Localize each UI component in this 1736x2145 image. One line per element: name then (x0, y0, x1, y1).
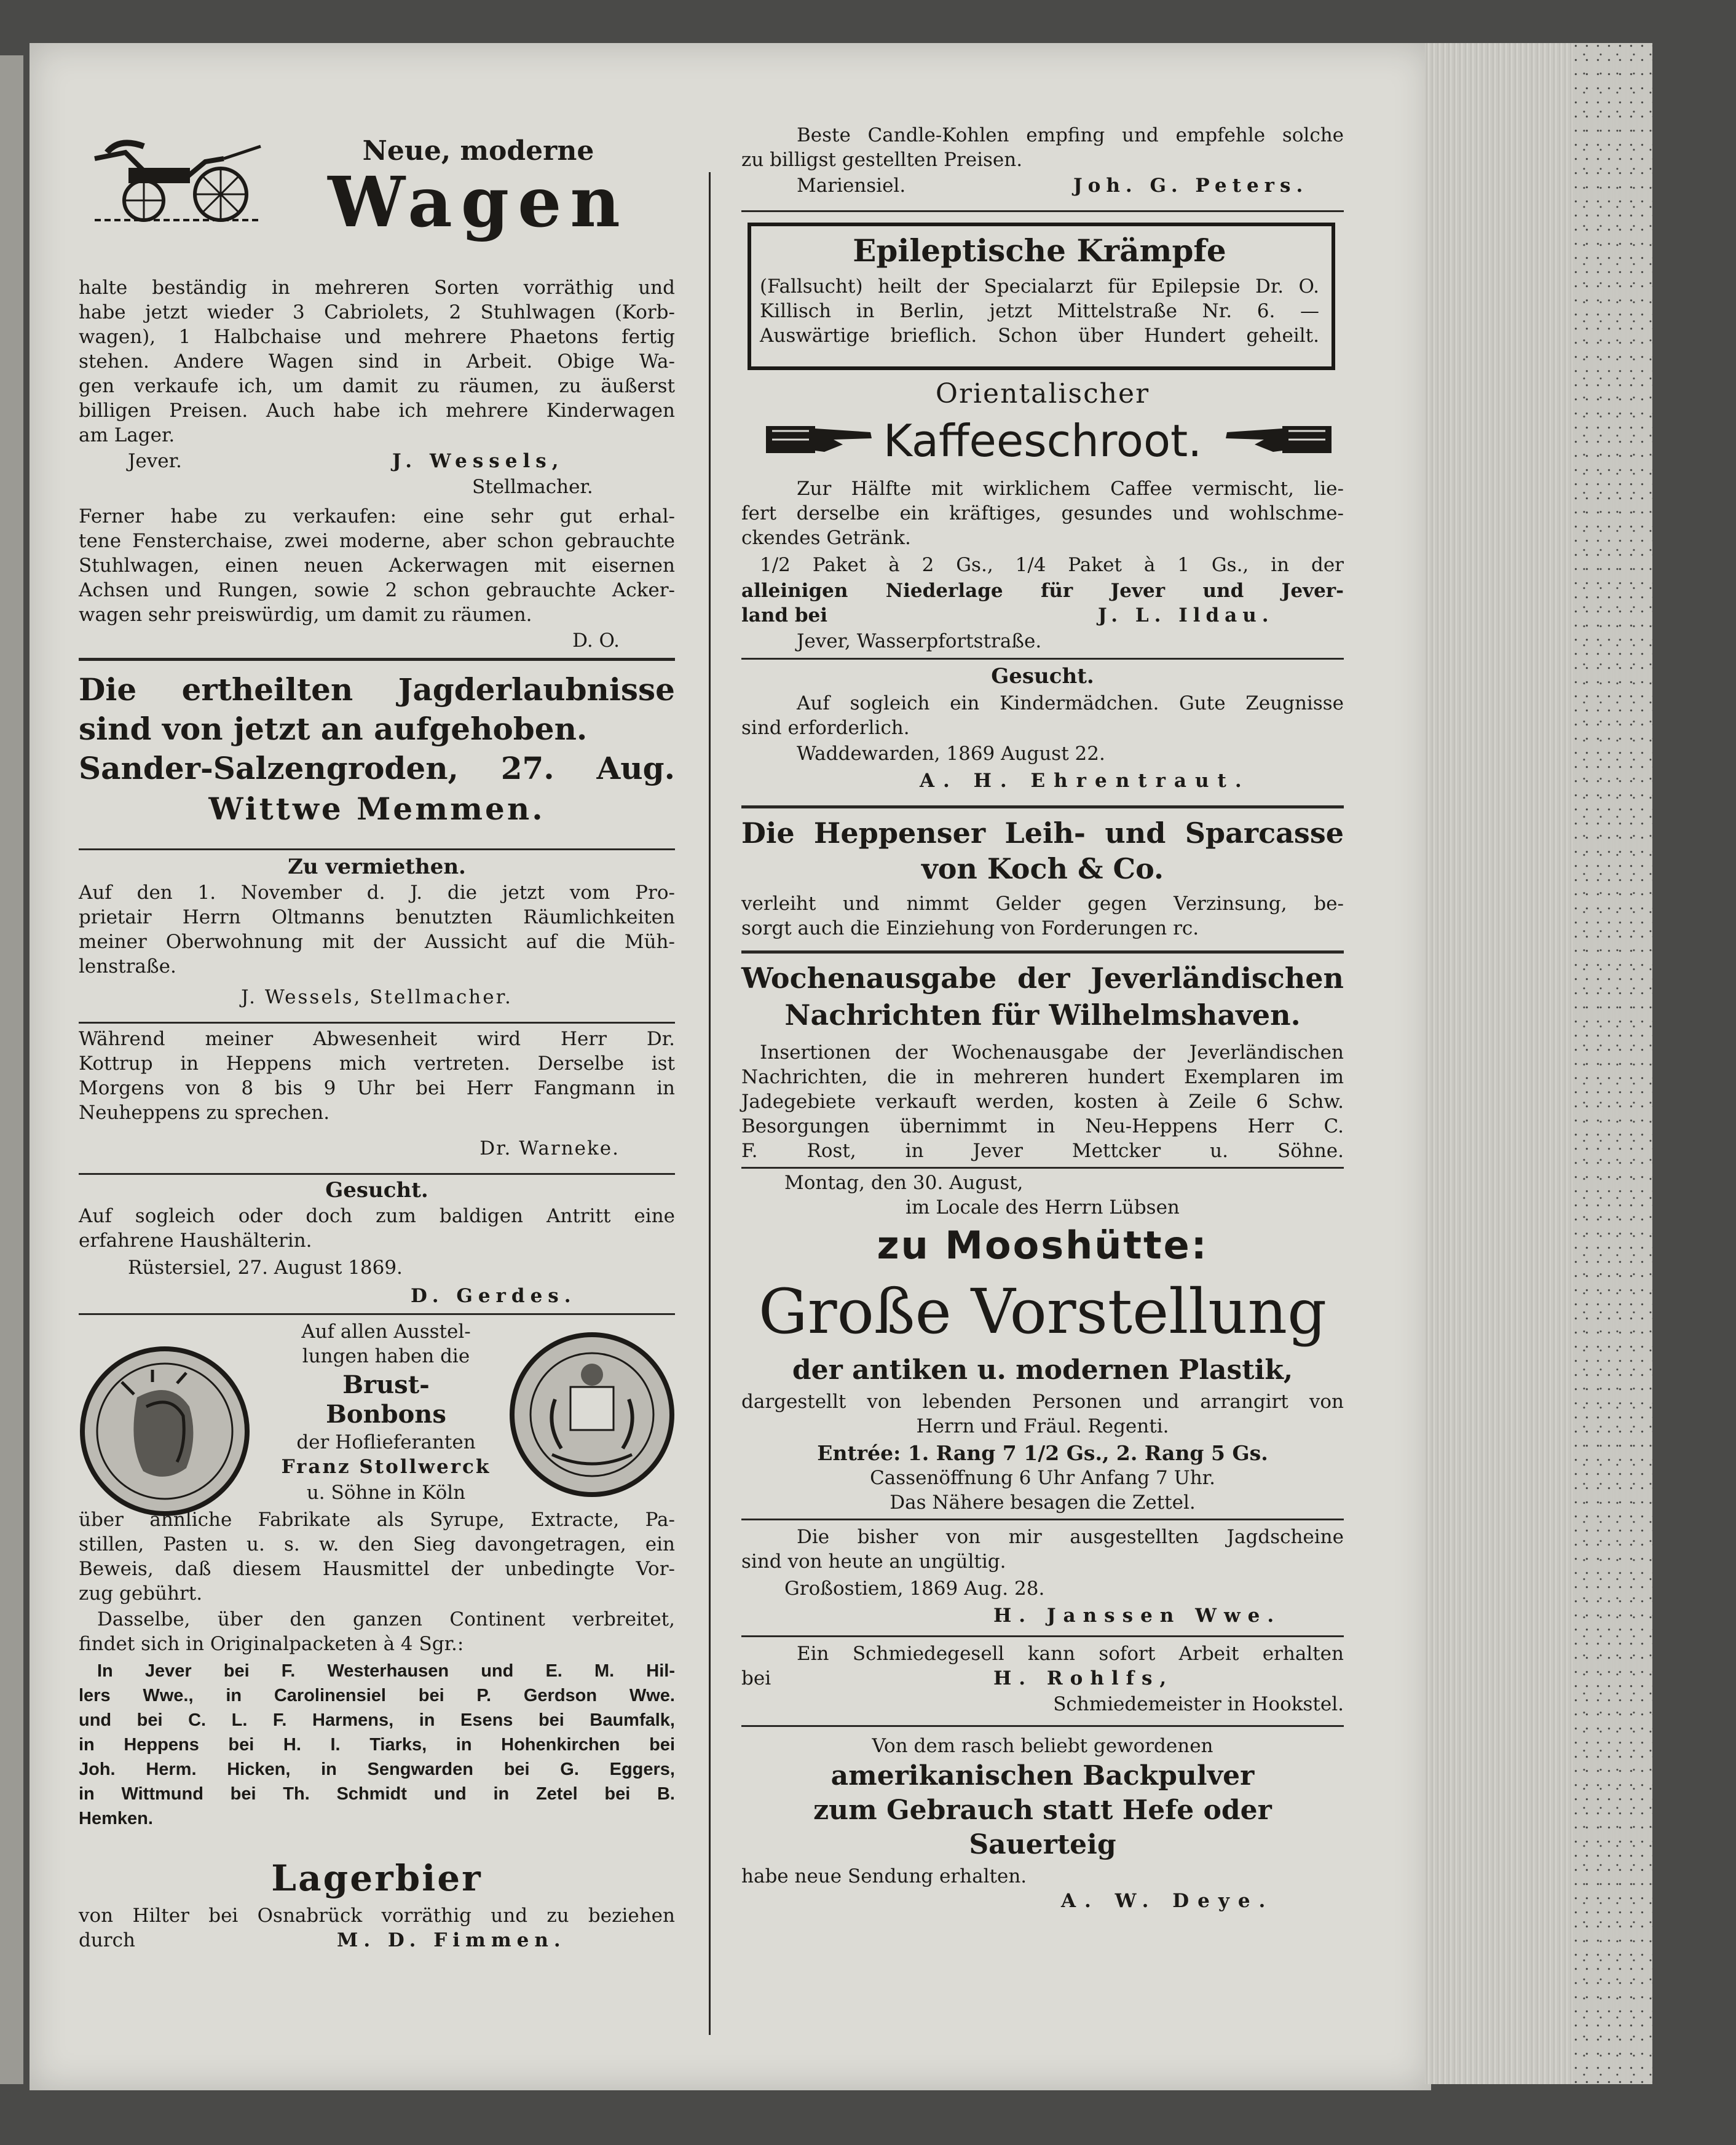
separator (741, 805, 1344, 808)
vermiethen-line: lenstraße. (79, 955, 176, 978)
wochenausgabe-heading1: Wochenausgabe der Jeverländischen (741, 962, 1344, 995)
stollwerck-line: stillen, Pasten u. s. w. den Sieg davongetragen, ein (79, 1533, 675, 1555)
wagen-title-line1: Neue, moderne (362, 135, 594, 167)
abwesenheit-line: Kottrup in Heppens mich vertreten. Derselbe ist (79, 1053, 675, 1075)
stollwerck-maker-line: u. Söhne in Köln (306, 1482, 466, 1504)
stollwerck-line: lers Wwe., in Carolinensiel bei P. Gerdson Wwe. (79, 1686, 675, 1705)
gesucht-line: Auf sogleich oder doch zum baldigen Antritt eine (79, 1205, 675, 1227)
kaffee-price-line3a: land bei (741, 604, 828, 626)
stollwerck-line: zug gebührt. (79, 1582, 203, 1605)
kohlen-line: Beste Candle-Kohlen empfing und empfehle solche (797, 124, 1344, 146)
pointing-hand-right-icon (766, 421, 877, 458)
vorstellung-location: im Locale des Herrn Lübsen (905, 1196, 1180, 1219)
stollwerck-product2: Bonbons (326, 1400, 446, 1429)
separator (741, 1725, 1344, 1727)
stollwerck-line: In Jever bei F. Westerhausen und E. M. Hil- (97, 1661, 675, 1681)
stollwerck-maker-line: Franz Stollwerck (281, 1456, 491, 1478)
wochenausgabe-line: F. Rost, in Jever Mettcker u. Söhne. (741, 1140, 1344, 1162)
vorstellung-title: Große Vorstellung (758, 1276, 1327, 1348)
kohlen-place: Mariensiel. (797, 175, 906, 197)
abwesenheit-signature: Dr. Warneke. (479, 1137, 620, 1159)
separator (741, 950, 1344, 954)
jagd-line2: sind von jetzt an aufgehoben. (79, 711, 588, 747)
vorstellung-place: zu Mooshütte: (877, 1223, 1209, 1268)
gesucht-dateline: Rüstersiel, 27. August 1869. (128, 1257, 403, 1279)
schmied-signature: H. Rohlfs, (993, 1667, 1174, 1689)
vermiethen-signature: J. Wessels, Stellmacher. (241, 986, 513, 1008)
column-divider (709, 172, 711, 2035)
vorstellung-times: Cassenöffnung 6 Uhr Anfang 7 Uhr. (870, 1467, 1215, 1489)
sparcasse-heading2: von Koch & Co. (921, 852, 1164, 885)
backpulver-line5: habe neue Sendung erhalten. (741, 1865, 1027, 1887)
separator (79, 1313, 675, 1315)
previous-page-edge (0, 55, 23, 2084)
jagd-line1: Die ertheilten Jagderlaubnisse (79, 671, 675, 708)
vorstellung-entree: Entrée: 1. Rang 7 1/2 Gs., 2. Rang 5 Gs. (817, 1441, 1268, 1465)
epilepsie-heading: Epileptische Krämpfe (853, 232, 1226, 269)
stollwerck-line: Beweis, daß diesem Hausmittel der unbedingte Vor- (79, 1558, 675, 1580)
schmied-line3: Schmiedemeister in Hookstel. (1053, 1693, 1344, 1715)
vorstellung-note: Das Nähere besagen die Zettel. (890, 1491, 1196, 1514)
jagdscheine-signature: H. Janssen Wwe. (993, 1605, 1282, 1627)
gesucht-line: sind erforderlich. (741, 717, 910, 739)
vermiethen-line: Auf den 1. November d. J. die jetzt vom Pro- (79, 882, 675, 904)
separator (741, 1519, 1344, 1520)
jagdscheine-dateline: Großostiem, 1869 Aug. 28. (784, 1578, 1045, 1600)
wochenausgabe-line: Nachrichten, die in mehreren hundert Exemplaren im (741, 1066, 1344, 1088)
wochenausgabe-line: Jadegebiete verkauft werden, kosten à Zeile 6 Schw. (741, 1091, 1344, 1113)
separator (79, 1022, 675, 1024)
stollwerck-product1: Brust- (342, 1370, 430, 1399)
gesucht-heading: Gesucht. (991, 664, 1094, 689)
wagen-text-line: am Lager. (79, 424, 175, 446)
stollwerck-maker-line: der Hoflieferanten (296, 1431, 476, 1453)
book-page-edges (1425, 43, 1652, 2084)
gesucht-signature: D. Gerdes. (411, 1285, 577, 1307)
epilepsie-line: Auswärtige brieflich. Schon über Hundert geheilt. (760, 325, 1319, 347)
separator (79, 658, 675, 661)
vermiethen-heading: Zu vermiethen. (288, 855, 466, 879)
jagd-line4: Wittwe Memmen. (208, 791, 545, 827)
wagen-text-line: gen verkaufe ich, um damit zu räumen, zu äußerst (79, 375, 675, 397)
wagen-signature: J. Wessels, (392, 450, 564, 472)
kaffee-heading1: Orientalischer (935, 378, 1150, 409)
kaffee-line: ckendes Getränk. (741, 527, 911, 549)
newspaper-page (30, 43, 1431, 2090)
wagen-text-line: halte beständig in mehreren Sorten vorräthig und (79, 277, 675, 299)
separator (741, 1167, 1344, 1169)
jagderlaubnis-notice (79, 670, 675, 855)
schmied-line1: Ein Schmiedegesell kann sofort Arbeit erhalten (797, 1643, 1344, 1665)
epilepsie-line: (Fallsucht) heilt der Specialarzt für Epilepsie Dr. O. (760, 275, 1319, 298)
stollwerck-line: und bei C. L. F. Harmens, in Esens bei Baumfalk, (79, 1710, 675, 1730)
backpulver-line1: Von dem rasch beliebt gewordenen (872, 1735, 1213, 1757)
exposition-medal-image (509, 1332, 675, 1498)
wagen-text-line: billigen Preisen. Auch habe ich mehrere Kinderwagen (79, 400, 675, 422)
separator (741, 658, 1344, 660)
sparcasse-heading1: Die Heppenser Leih- und Sparcasse (741, 816, 1344, 850)
wagen-occupation: Stellmacher. (472, 476, 593, 498)
wagen-text2-line: wagen sehr preiswürdig, um damit zu räumen. (79, 604, 532, 626)
stollwerck-side-line: lungen haben die (302, 1345, 470, 1367)
sparcasse-line: verleiht und nimmt Gelder gegen Verzinsung, be- (741, 893, 1344, 915)
backpulver-signature: A. W. Deye. (1061, 1890, 1274, 1912)
wagen-text-line: wagen), 1 Halbchaise und mehrere Phaetons fertig (79, 326, 675, 348)
gesucht-heading: Gesucht. (325, 1178, 428, 1203)
backpulver-line3: zum Gebrauch statt Hefe oder (813, 1795, 1272, 1826)
stollwerck-line: Dasselbe, über den ganzen Continent verbreitet, (97, 1608, 675, 1630)
epilepsie-line: Killisch in Berlin, jetzt Mittelstraße Nr. 6. — (760, 300, 1319, 322)
stollwerck-line: in Wittmund bei Th. Schmidt und in Zetel bei B. (79, 1784, 675, 1804)
vorstellung-subtitle: der antiken u. modernen Plastik, (792, 1354, 1293, 1386)
napoleon-medal-image (79, 1345, 251, 1517)
vermiethen-line: prietair Herrn Oltmanns benutzten Räumlichkeiten (79, 906, 675, 928)
schmied-line2a: bei (741, 1667, 771, 1689)
wochenausgabe-heading2: Nachrichten für Wilhelmshaven. (784, 998, 1301, 1032)
kaffee-price-line: 1/2 Paket à 2 Gs., 1/4 Paket à 1 Gs., in der (760, 554, 1344, 576)
stollwerck-line: in Heppens bei H. I. Tiarks, in Hohenkirchen bei (79, 1735, 675, 1755)
kaffee-address: Jever, Wasserpfortstraße. (797, 630, 1042, 652)
lagerbier-signature: M. D. Fimmen. (337, 1929, 566, 1951)
vermiethen-line: meiner Oberwohnung mit der Aussicht auf die Müh- (79, 931, 675, 953)
separator (79, 848, 675, 850)
kaffee-line: fert derselbe ein kräftiges, gesundes und wohlschme- (741, 502, 1344, 524)
kaffee-heading2: Kaffeeschroot. (883, 415, 1202, 467)
abwesenheit-line: Während meiner Abwesenheit wird Herr Dr. (79, 1028, 675, 1050)
backpulver-line2: amerikanischen Backpulver (831, 1760, 1255, 1791)
pointing-hand-left-icon (1221, 421, 1332, 458)
separator (79, 1173, 675, 1175)
stollwerck-line: Joh. Herm. Hicken, in Sengwarden bei G. Eggers, (79, 1760, 675, 1779)
wagen-text2-line: Stuhlwagen, einen neuen Ackerwagen mit eisernen (79, 555, 675, 577)
lagerbier-line: von Hilter bei Osnabrück vorräthig und zu beziehen (79, 1905, 675, 1927)
vorstellung-line: dargestellt von lebenden Personen und arrangirt von (741, 1391, 1344, 1413)
stollwerck-side-line: Auf allen Ausstel- (301, 1321, 471, 1343)
lagerbier-heading: Lagerbier (271, 1857, 483, 1899)
wagen-text2-line: Achsen und Rungen, sowie 2 schon gebrauchte Acker- (79, 579, 675, 601)
kaffee-seller: J. L. Ildau. (1098, 604, 1274, 626)
gesucht-line: erfahrene Haushälterin. (79, 1230, 312, 1252)
wagen-text2-line: Ferner habe zu verkaufen: eine sehr gut erhal- (79, 505, 675, 527)
kaffee-price-line2: alleinigen Niederlage für Jever und Jever- (741, 580, 1344, 602)
wagen-place: Jever. (128, 450, 182, 472)
abwesenheit-line: Morgens von 8 bis 9 Uhr bei Herr Fangmann in (79, 1077, 675, 1099)
gesucht-signature: A. H. Ehrentraut. (920, 770, 1250, 792)
wagen-text-line: habe jetzt wieder 3 Cabriolets, 2 Stuhlwagen (Korb- (79, 301, 675, 323)
stollwerck-line: findet sich in Originalpacketen à 4 Sgr.: (79, 1633, 464, 1655)
gesucht-dateline: Waddewarden, 1869 August 22. (797, 743, 1105, 765)
stollwerck-line: über ähnliche Fabrikate als Syrupe, Extracte, Pa- (79, 1509, 675, 1531)
stollwerck-line: Hemken. (79, 1809, 153, 1828)
separator (741, 210, 1344, 212)
backpulver-line4: Sauerteig (969, 1829, 1116, 1860)
kohlen-signature: Joh. G. Peters. (1073, 175, 1309, 197)
vorstellung-line: Herrn und Fräul. Regenti. (916, 1415, 1169, 1437)
lagerbier-prefix: durch (79, 1929, 135, 1951)
wagen-initials: D. O. (572, 630, 620, 652)
wagen-text-line: stehen. Andere Wagen sind in Arbeit. Obige Wa- (79, 350, 675, 373)
wagen-text2-line: tene Fensterchaise, zwei moderne, aber schon gebrauchte (79, 530, 675, 552)
wochenausgabe-line: Besorgungen übernimmt in Neu-Heppens Herr C. (741, 1115, 1344, 1137)
kohlen-line: zu billigst gestellten Preisen. (741, 149, 1023, 171)
jagdscheine-line: sind von heute an ungültig. (741, 1550, 1006, 1573)
wagen-advertisement (79, 123, 675, 698)
carriage-illustration (82, 134, 267, 226)
wochenausgabe-line: Insertionen der Wochenausgabe der Jeverländischen (760, 1041, 1344, 1064)
vorstellung-date: Montag, den 30. August, (784, 1172, 1024, 1194)
abwesenheit-line: Neuheppens zu sprechen. (79, 1102, 330, 1124)
jagd-line3: Sander-Salzengroden, 27. Aug. (79, 750, 675, 786)
kaffee-line: Zur Hälfte mit wirklichem Caffee vermischt, lie- (797, 478, 1344, 500)
jagdscheine-line: Die bisher von mir ausgestellten Jagdscheine (797, 1526, 1344, 1548)
sparcasse-line: sorgt auch die Einziehung von Forderungen rc. (741, 917, 1199, 939)
separator (741, 1635, 1344, 1637)
wagen-title: Wagen (328, 162, 629, 243)
gesucht-line: Auf sogleich ein Kindermädchen. Gute Zeugnisse (797, 692, 1344, 714)
